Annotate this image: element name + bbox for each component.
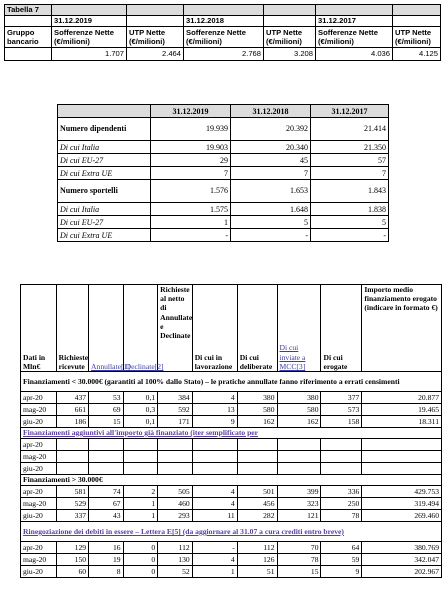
table-cell: 0 [123,566,158,578]
column-header: Di cui deliberate [237,285,277,372]
month-cell: mag-20 [21,554,57,566]
column-header: Sofferenze Nette (€/milioni) [184,27,264,48]
row-label: Di cui Italia [58,203,151,216]
section-title: Finanziamenti > 30.000€ [21,475,442,486]
year-header: 31.12.2017 [316,16,393,27]
table-cell: 57 [311,154,389,167]
table-cell: - [231,229,311,242]
table-cell: 186 [56,416,88,428]
table-cell: 0 [123,554,158,566]
table-cell: 20.877 [362,392,442,404]
table-row [21,498,442,510]
staff-branches-table [57,104,389,242]
year-header: 31.12.2017 [311,105,389,118]
column-header [277,285,321,372]
table-cell: 529 [56,498,88,510]
table-cell: 20.340 [231,141,311,154]
table-cell: 29 [151,154,231,167]
column-header: Richieste ricevute [56,285,88,372]
table-cell: 51 [237,566,277,578]
table-row [21,554,442,566]
table-cell: 1 [123,498,158,510]
table-row [21,451,442,463]
table-title: Tabella 7 [5,5,52,16]
table-cell [123,439,158,451]
table-cell: 52 [158,566,193,578]
table-cell: 293 [158,510,193,522]
table-cell: 2.464 [127,48,184,61]
row-label: Di cui EU-27 [58,154,151,167]
month-cell: mag-20 [21,404,57,416]
column-header: Dati in Mln€ [21,285,57,372]
table-cell: 11 [192,510,237,522]
table-cell [89,451,124,463]
table-cell: 16 [89,542,124,554]
month-cell: mag-20 [21,451,57,463]
table-cell: 5 [311,216,389,229]
footnote-link[interactable]: Di cui inviate a MCC[3] [279,343,306,371]
year-header: 31.12.2019 [52,16,127,27]
table-cell: 1 [192,566,237,578]
table-cell: 4 [192,486,237,498]
table-cell [123,451,158,463]
table-cell: 162 [277,416,321,428]
table-cell [158,463,193,475]
table-cell [237,451,277,463]
row-label: Di cui EU-27 [58,216,151,229]
table-cell: 13 [192,404,237,416]
column-header: Richieste al netto di Annullate e Declinate [158,285,193,372]
table-cell: 342.047 [362,554,442,566]
row-label: Gruppo bancario [5,27,52,48]
table-cell: 78 [321,510,362,522]
table-cell: 437 [56,392,88,404]
table-cell: 20.392 [231,118,311,141]
table-cell [192,439,237,451]
table-cell [362,463,442,475]
table-cell: 580 [237,404,277,416]
table-cell [362,439,442,451]
table-cell [123,463,158,475]
table-cell: 4 [192,554,237,566]
table-row [58,180,389,203]
table-cell: 592 [158,404,193,416]
table-cell [56,439,88,451]
table-cell: 573 [321,404,362,416]
table-row [21,566,442,578]
table-cell: 9 [321,566,362,578]
table-row [21,392,442,404]
table-cell [192,451,237,463]
table-row [21,463,442,475]
table-cell: 162 [237,416,277,428]
year-header: 31.12.2019 [151,105,231,118]
table-cell [237,439,277,451]
table-cell [277,439,321,451]
table-cell: 4 [192,392,237,404]
table-cell: 0,3 [123,404,158,416]
table-cell: 202.967 [362,566,442,578]
table-cell: 1.576 [151,180,231,203]
table-row [21,416,442,428]
table-cell: 45 [231,154,311,167]
table-cell: 384 [158,392,193,404]
table-cell: 580 [277,404,321,416]
table-row [58,167,389,180]
table-row [58,141,389,154]
table-cell [192,463,237,475]
column-header: Di cui in lavorazione [192,285,237,372]
table-cell: 129 [56,542,88,554]
table-cell: 319.494 [362,498,442,510]
table-cell: 337 [56,510,88,522]
table-row [58,118,389,141]
table-cell: 19 [89,554,124,566]
table-cell: 1.838 [311,203,389,216]
month-cell: giu-20 [21,566,57,578]
column-header: Di cui erogate [321,285,362,372]
table-cell: 21.350 [311,141,389,154]
table-cell: 505 [158,486,193,498]
table-cell: 112 [158,542,193,554]
table-cell: 1.707 [52,48,127,61]
table-cell [158,451,193,463]
table-cell: 43 [89,510,124,522]
footnote-link[interactable]: Annullate[1] [91,361,130,371]
row-label: Di cui Extra UE [58,229,151,242]
table-row [21,404,442,416]
table-cell: - [192,542,237,554]
column-header [123,285,164,372]
table-cell [321,451,362,463]
column-header: Importo medio finanziamento erogato (indicare in formato €) [362,285,442,372]
table-cell: 53 [89,392,124,404]
table-cell: 0 [123,542,158,554]
table-cell: 399 [277,486,321,498]
section-header-row [21,475,442,486]
table-cell: 19.465 [362,404,442,416]
month-cell: apr-20 [21,439,57,451]
table-cell: 661 [56,404,88,416]
footnote-link[interactable]: Declinate[2] [125,361,164,371]
row-label: Di cui Extra UE [58,167,151,180]
column-header: Sofferenze Nette (€/milioni) [52,27,127,48]
month-cell: apr-20 [21,542,57,554]
table-cell: 380 [277,392,321,404]
table-cell: 18.311 [362,416,442,428]
table-cell: 7 [151,167,231,180]
column-header: UTP Nette (€/milioni) [393,27,441,48]
bank-exposure-table [4,4,441,61]
table-cell: 336 [321,486,362,498]
table-cell: 380 [237,392,277,404]
table-cell [56,451,88,463]
table-row [21,486,442,498]
section-title: Finanziamenti < 30.000€ (garantiti al 100% dallo Stato) – le pratiche annullate fanno riferimento a errati censimenti [21,372,442,392]
table-cell [89,439,124,451]
month-cell: mag-20 [21,498,57,510]
table-cell: 460 [158,498,193,510]
table-cell: 150 [56,554,88,566]
table-cell: 19.939 [151,118,231,141]
table-cell: 323 [277,498,321,510]
section-title: Rinegoziazione dei debiti in essere – Lettera E[5] (da aggiornare al 31.07 a cura crediti entro breve) [21,522,442,542]
table-cell: 1 [151,216,231,229]
table-cell: 4.036 [316,48,393,61]
month-cell: giu-20 [21,416,57,428]
table-cell: 21.414 [311,118,389,141]
table-row [21,542,442,554]
table-cell: 70 [277,542,321,554]
table-row [58,229,389,242]
table-cell [56,463,88,475]
table-cell: 4 [192,498,237,510]
table-cell: 15 [89,416,124,428]
table-cell [362,451,442,463]
table-cell: 1.843 [311,180,389,203]
month-cell: apr-20 [21,486,57,498]
loans-table [20,284,442,578]
table-cell: 60 [56,566,88,578]
section-title: Finanziamenti aggiuntivi all'importo già finanziato (iter semplificato per [21,428,442,439]
table-cell: 250 [321,498,362,510]
section-header-row [21,428,442,439]
table-cell: 269.460 [362,510,442,522]
row-label: Di cui Italia [58,141,151,154]
table-cell: 0,1 [123,416,158,428]
table-cell: 74 [89,486,124,498]
table-cell: 581 [56,486,88,498]
table-cell: 377 [321,392,362,404]
table-cell: 1.653 [231,180,311,203]
table-cell: 2.768 [184,48,264,61]
table-cell: 158 [321,416,362,428]
table-cell: 19.903 [151,141,231,154]
table-cell: 2 [123,486,158,498]
section-header-row [21,522,442,542]
table-cell: 9 [192,416,237,428]
table-cell: 64 [321,542,362,554]
table-cell: 1.648 [231,203,311,216]
table-cell: 7 [231,167,311,180]
table-row [58,154,389,167]
table-row [21,510,442,522]
table-cell: 0,1 [123,392,158,404]
table-cell [277,451,321,463]
table-row [21,439,442,451]
table-cell: 7 [311,167,389,180]
table-cell: 15 [277,566,321,578]
column-header: UTP Nette (€/milioni) [127,27,184,48]
table-cell: 1.575 [151,203,231,216]
table-cell: 380.769 [362,542,442,554]
table-cell [277,463,321,475]
table-cell: 67 [89,498,124,510]
column-header: UTP Nette (€/milioni) [264,27,316,48]
table-row [58,216,389,229]
column-header [89,285,130,372]
column-header: Sofferenze Nette (€/milioni) [316,27,393,48]
row-label: Numero dipendenti [58,118,151,141]
table-cell: 282 [237,510,277,522]
year-header: 31.12.2018 [231,105,311,118]
table-cell: 501 [237,486,277,498]
table-cell [321,463,362,475]
section-header-row [21,372,442,392]
table-cell: 3.208 [264,48,316,61]
table-cell [321,439,362,451]
table-cell: 171 [158,416,193,428]
table-cell [158,439,193,451]
table-cell: 429.753 [362,486,442,498]
table-cell: 456 [237,498,277,510]
table-cell: 112 [237,542,277,554]
table-cell: 130 [158,554,193,566]
table-cell: 121 [277,510,321,522]
table-cell: 69 [89,404,124,416]
table-cell: 78 [277,554,321,566]
table-cell [237,463,277,475]
table-cell: - [151,229,231,242]
row-label: Numero sportelli [58,180,151,203]
table-cell: 8 [89,566,124,578]
table-cell [89,463,124,475]
table-cell: 5 [231,216,311,229]
month-cell: giu-20 [21,463,57,475]
table-row [58,203,389,216]
table-cell: - [311,229,389,242]
table-cell: 126 [237,554,277,566]
month-cell: giu-20 [21,510,57,522]
table-cell: 59 [321,554,362,566]
table-cell: 4.125 [393,48,441,61]
year-header: 31.12.2018 [184,16,264,27]
table-cell: 1 [123,510,158,522]
month-cell: apr-20 [21,392,57,404]
